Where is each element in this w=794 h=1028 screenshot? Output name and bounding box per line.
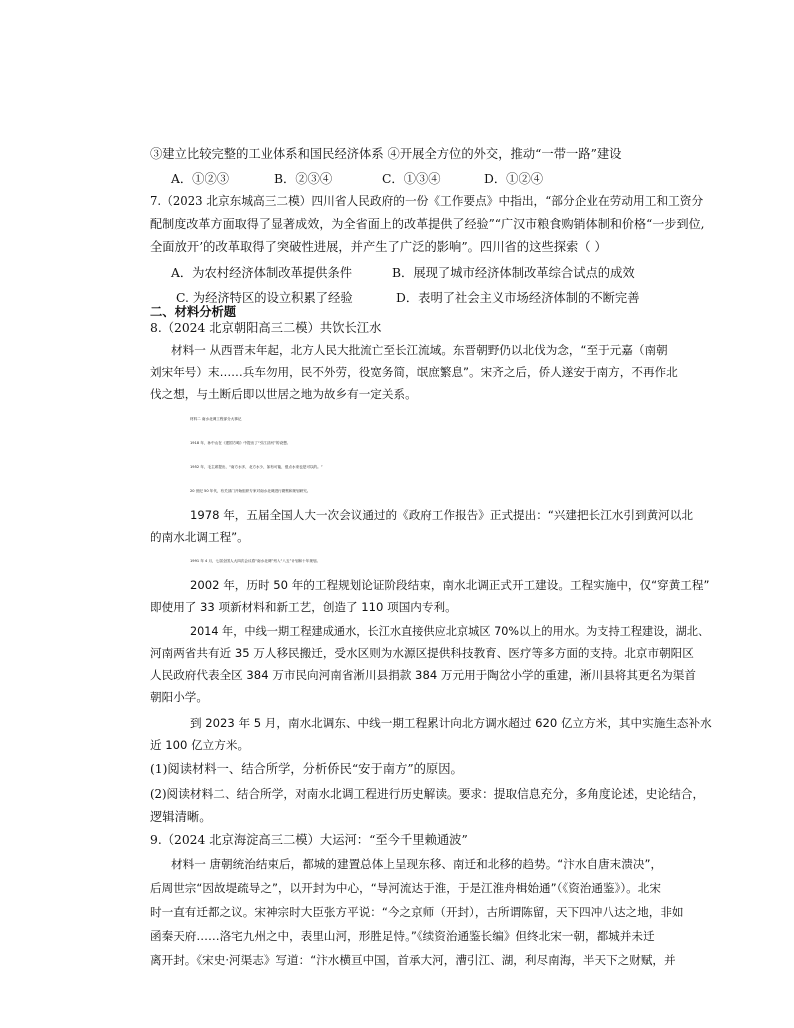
q6-option-b: B．②③④ [274,172,333,186]
q8-question-2: 逻辑清晰。 [150,810,212,824]
q8-question-1: (1)阅读材料一、结合所学，分析侨民“安于南方”的原因。 [150,762,463,776]
q8-event: 近 100 亿立方米。 [150,738,250,752]
q8-event: 人民政府代表全区 384 万市民向河南省淅川县捐款 384 万元用于陶岔小学的重建，淅川县将其更名为渠首 [150,668,696,682]
q7-line: 7.（2023 北京东城高三二模）四川省人民政府的一份《工作要点》中指出，“部分企业在劳动用工和工资分 [150,194,704,208]
q8-title: 8.（2024 北京朝阳高三二模）共饮长江水 [150,321,382,335]
q8-event: 1978 年，五届全国人大一次会议通过的《政府工作报告》正式提出：“兴建把长江水引到黄河以北 [190,508,693,522]
q6-option-a: A．①②③ [171,172,230,186]
q6-option-c: C．①③④ [382,172,441,186]
q8-event: 1918 年，孙中山在《建国方略》中提出了“引江济河”的设想。 [190,441,291,445]
q7-option-b: B．展现了城市经济体制改革综合试点的成效 [392,266,635,280]
q8-question-2: (2)阅读材料二、结合所学，对南水北调工程进行历史解读。要求：提取信息充分，多角度论述，史论结合， [150,787,705,801]
q8-event: 20 世纪 50 年代，有关部门开始组织专家对南水北调进行勘察和规划研究。 [190,489,311,493]
q9-material1-line: 材料一 唐朝统治结束后，都城的建置总体上呈现东移、南迁和北移的趋势。“汴水自唐末溃决”， [171,857,663,871]
q6-items-line: ③建立比较完整的工业体系和国民经济体系 ④开展全方位的外交，推动“一带一路”建设 [150,147,622,161]
q9-material1-line: 时一直有迁都之议。宋神宗时大臣张方平说：“今之京师（开封），古所谓陈留，天下四冲八达之地，非如 [150,905,684,919]
q9-material1-line: 后周世宗“因故堤疏导之”，以开封为中心，“导河流达于淮，于是江淮舟楫始通”（《资治通鉴》）。北宋 [150,881,661,895]
q7-line: 全面放开’的改革取得了突破性进展，并产生了广泛的影响”。四川省的这些探索（ ） [150,240,607,254]
q8-event: 2002 年，历时 50 年的工程规划论证阶段结束，南水北调正式开工建设。工程实施中，仅“穿黄工程” [190,578,710,592]
q8-material1-line: 刘宋年号）末……兵车勿用，民不外劳，役宽务简，氓庶繁息”。宋齐之后，侨人遂安于南方，不再作北 [150,365,678,379]
q9-title: 9.（2024 北京海淀高三二模）大运河：“至今千里赖通波” [150,833,468,847]
q6-option-d: D．①②④ [484,172,544,186]
q9-material1-line: 离开封。《宋史·河渠志》写道：“汴水横亘中国，首承大河，漕引江、湖，利尽南海，半天下之财赋，并 [150,953,676,967]
q8-event: 1991 年 4 月，七届全国人大四次会议将“南水北调”列入“八五”计划和十年规划。 [190,559,321,563]
q8-event: 2014 年，中线一期工程建成通水，长江水直接供应北京城区 70%以上的用水。为支持工程建设，湖北、 [190,625,710,638]
q8-event: 河南两省共有近 35 万人移民搬迁，受水区则为水源区提供科技教育、医疗等多方面的支持。北京市朝阳区 [150,646,694,660]
q8-event: 朝阳小学。 [150,690,208,704]
q7-line: 配制度改革方面取得了显著成效，为全省面上的改革提供了经验”“广汉市粮食购销体制和价格“一步到位, [150,217,705,231]
q8-event: 的南水北调工程”。 [150,530,249,544]
q8-event: 到 2023 年 5 月，南水北调东、中线一期工程累计向北方调水超过 620 亿立方米，其中实施生态补水 [190,716,712,730]
q8-event: 1952 年，毛主席提出，“南方水多，北方水少，如有可能，借点水来也是可以的。” [190,465,323,469]
q7-option-c: C. 为经济特区的设立积累了经验 [176,291,353,305]
q8-material1-line: 材料一 从西晋末年起，北方人民大批流亡至长江流域。东晋朝野仍以北伐为念，“至于元嘉（南朝 [171,343,668,357]
q9-material1-line: 函秦天府……洛宅九州之中，表里山河，形胜足恃。”《续资治通鉴长编》但终北宋一朝，都城并未迁 [150,929,655,943]
q7-option-d: D．表明了社会主义市场经济体制的不断完善 [396,291,640,305]
q8-event: 即使用了 33 项新材料和新工艺，创造了 110 项国内专利。 [150,600,457,614]
q8-material2-title: 材料二 南水北调工程部分大事记 [190,417,242,421]
section-title: 二、材料分析题 [150,304,237,319]
q8-material1-line: 伐之想，与土断后即以世居之地为故乡有一定关系。 [150,387,417,401]
q7-option-a: A．为农村经济体制改革提供条件 [171,266,353,280]
